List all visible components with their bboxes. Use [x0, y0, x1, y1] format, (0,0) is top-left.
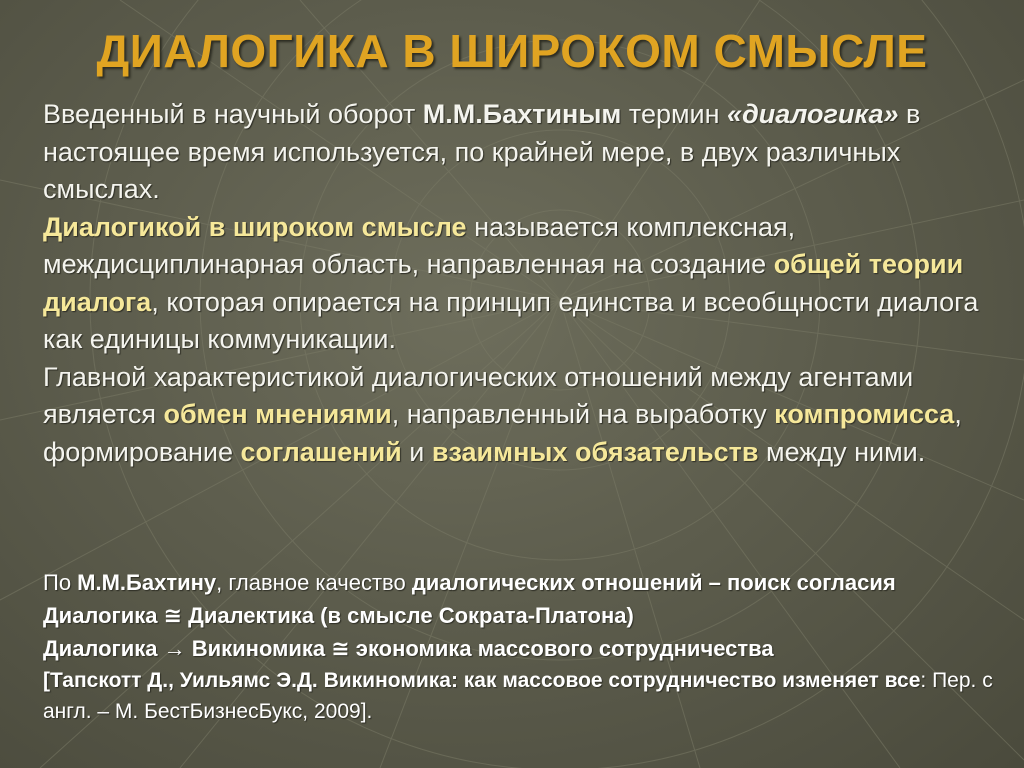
slide-footnotes [43, 566, 993, 727]
text-run: По [43, 570, 78, 595]
general-dialogue-theory: общей теории диалога [43, 249, 964, 317]
opinion-exchange: обмен мнениями [163, 399, 392, 429]
text-run: и [401, 436, 432, 467]
citation-publisher: : Пер. с англ. – М. БестБизнесБукс, 2009]. [43, 669, 993, 723]
citation-authors-title: [Тапскотт Д., Уильямс Э.Д. Викиномика: как массовое сотрудничество изменяет все [43, 669, 921, 692]
paragraph-main-characteristic [43, 359, 993, 472]
paragraph-term-origin [43, 96, 993, 209]
text-run: термин [621, 99, 728, 129]
text-run: , которая опирается на принцип единства и всеобщности диалога как единицы коммуникации. [43, 286, 979, 354]
text-run: называется комплексная, междисциплинарная область, направленная на создание [43, 211, 796, 279]
text-run: Введенный в научный оборот [43, 99, 423, 129]
text-run: , главное качество [216, 570, 412, 595]
broad-sense-term: Диалогикой в широком смысле [43, 211, 467, 242]
search-for-agreement: диалогических отношений – поиск согласия [411, 570, 896, 595]
text-run: Главной характеристикой диалогических отношений между агентами является [43, 361, 914, 429]
dialogika-wikinomics-line: Диалогика → Викиномика ≅ экономика массового сотрудничества [43, 636, 774, 661]
agreements: соглашений [240, 436, 402, 467]
slide-title: ДИАЛОГИКА В ШИРОКОМ СМЫСЛЕ [96, 25, 928, 77]
mutual-obligations: взаимных обязательств [431, 436, 759, 467]
bakhtin-name: М.М.Бахтину [77, 570, 217, 595]
bakhtin-quality-line [43, 566, 993, 599]
dialogika-dialectics-line: Диалогика ≅ Диалектика (в смысле Сократа-Платона) [43, 603, 634, 628]
slide-body [43, 96, 993, 471]
text-run: , формирование [43, 399, 962, 467]
bakhtin-name: М.М.Бахтиным [422, 99, 622, 129]
paragraph-broad-definition [43, 209, 993, 359]
text-run: между ними. [758, 436, 926, 467]
text-run: , направленный на выработку [391, 399, 775, 429]
text-run: в настоящее время используется, по крайней мере, в двух различных смыслах. [43, 99, 921, 204]
compromise: компромисса [774, 399, 955, 429]
reference-citation [43, 665, 993, 727]
term-dialogika: «диалогика» [727, 99, 899, 129]
